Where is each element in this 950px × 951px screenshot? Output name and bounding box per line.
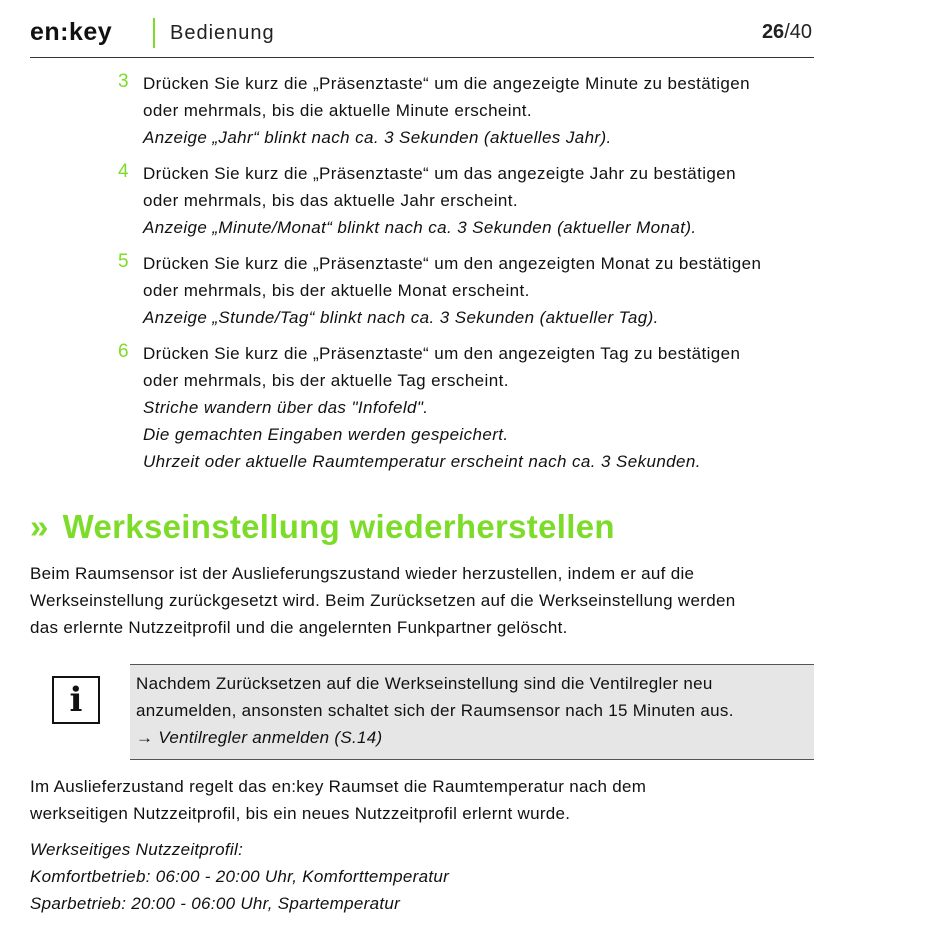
profile-paragraph — [30, 836, 820, 917]
step-note: Die gemachten Eingaben werden gespeichert. — [143, 425, 509, 444]
profile-line: Sparbetrieb: 20:00 - 06:00 Uhr, Spartemperatur — [30, 894, 401, 913]
delivery-paragraph — [30, 773, 820, 827]
section-heading — [30, 508, 615, 546]
info-line: Nachdem Zurücksetzen auf die Werkseinstellung sind die Ventilregler neu — [136, 674, 713, 693]
info-box — [130, 664, 814, 760]
paragraph-line: Im Auslieferzustand regelt das en:key Raumset die Raumtemperatur nach dem — [30, 777, 647, 796]
step-item — [118, 250, 818, 331]
step-note: Anzeige „Minute/Monat“ blinkt nach ca. 3 Sekunden (aktueller Monat). — [143, 218, 697, 237]
step-line: oder mehrmals, bis der aktuelle Tag erscheint. — [143, 371, 509, 390]
step-text — [143, 70, 818, 151]
step-line: oder mehrmals, bis der aktuelle Monat erscheint. — [143, 281, 530, 300]
brand-logo: en:key — [30, 18, 113, 46]
step-line: Drücken Sie kurz die „Präsenztaste“ um das angezeigte Jahr zu bestätigen — [143, 164, 736, 183]
paragraph-line: das erlernte Nutzzeitprofil und die angelernten Funkpartner gelöscht. — [30, 618, 568, 637]
intro-paragraph — [30, 560, 820, 641]
step-number: 6 — [118, 341, 129, 362]
paragraph-line: Werkseinstellung zurückgesetzt wird. Beim Zurücksetzen auf die Werkseinstellung werden — [30, 591, 736, 610]
step-item — [118, 340, 818, 475]
chevron-icon: » — [30, 508, 49, 545]
step-item — [118, 160, 818, 241]
step-line: Drücken Sie kurz die „Präsenztaste“ um den angezeigten Monat zu bestätigen — [143, 254, 762, 273]
profile-line: Komfortbetrieb: 06:00 - 20:00 Uhr, Komforttemperatur — [30, 867, 450, 886]
info-icon — [52, 676, 100, 724]
step-note: Anzeige „Stunde/Tag“ blinkt nach ca. 3 Sekunden (aktueller Tag). — [143, 308, 659, 327]
brand-divider — [153, 18, 155, 48]
step-text — [143, 250, 818, 331]
page-header — [30, 16, 814, 56]
step-note: Striche wandern über das "Infofeld". — [143, 398, 429, 417]
step-text — [143, 160, 818, 241]
section-heading-title: Werkseinstellung wiederherstellen — [62, 508, 615, 545]
info-box-text — [136, 670, 806, 751]
step-item — [118, 70, 818, 151]
page-total: /40 — [784, 21, 812, 43]
step-text — [143, 340, 818, 475]
profile-heading: Werkseitiges Nutzzeitprofil: — [30, 840, 244, 859]
info-icon-glyph: i — [69, 680, 83, 720]
step-line: Drücken Sie kurz die „Präsenztaste“ um den angezeigten Tag zu bestätigen — [143, 344, 741, 363]
cross-reference-link[interactable]: → Ventilregler anmelden (S.14) — [136, 728, 383, 747]
step-note: Anzeige „Jahr“ blinkt nach ca. 3 Sekunden (aktuelles Jahr). — [143, 128, 612, 147]
header-rule — [30, 57, 814, 58]
step-line: oder mehrmals, bis die aktuelle Minute erscheint. — [143, 101, 533, 120]
paragraph-line: werkseitigen Nutzzeitprofil, bis ein neues Nutzzeitprofil erlernt wurde. — [30, 804, 571, 823]
section-title: Bedienung — [170, 22, 275, 44]
step-line: Drücken Sie kurz die „Präsenztaste“ um die angezeigte Minute zu bestätigen — [143, 74, 750, 93]
step-number: 3 — [118, 71, 129, 92]
step-note: Uhrzeit oder aktuelle Raumtemperatur erscheint nach ca. 3 Sekunden. — [143, 452, 701, 471]
info-line: anzumelden, ansonsten schaltet sich der Raumsensor nach 15 Minuten aus. — [136, 701, 734, 720]
step-number: 4 — [118, 161, 129, 182]
step-number: 5 — [118, 251, 129, 272]
step-list — [118, 70, 818, 484]
step-line: oder mehrmals, bis das aktuelle Jahr erscheint. — [143, 191, 519, 210]
page-number — [762, 21, 812, 44]
page-current: 26 — [761, 21, 785, 43]
paragraph-line: Beim Raumsensor ist der Auslieferungszustand wieder herzustellen, indem er auf die — [30, 564, 695, 583]
